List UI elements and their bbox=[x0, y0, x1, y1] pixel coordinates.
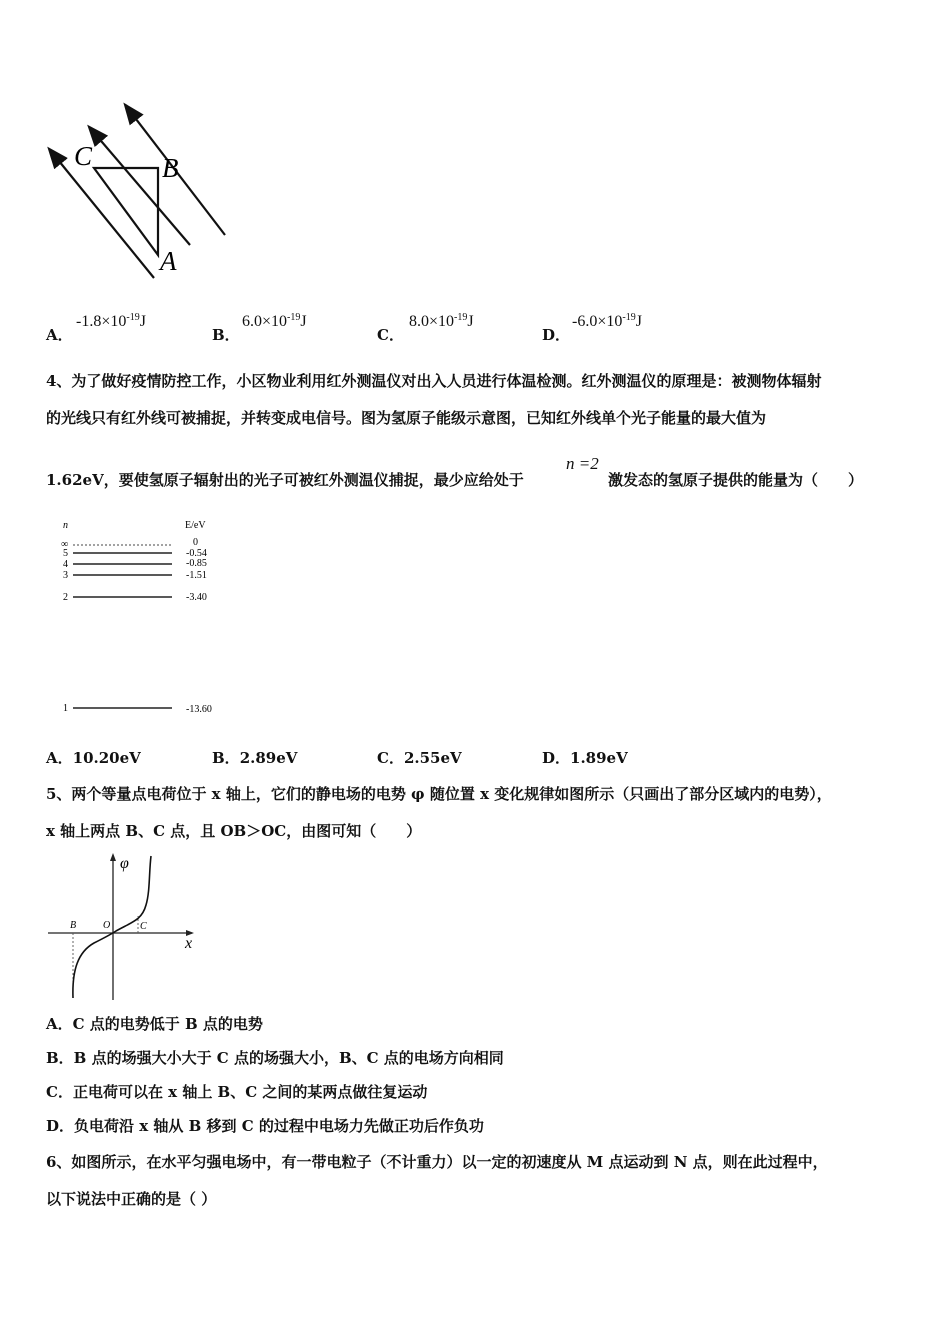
level-energy-label: 0 bbox=[193, 537, 198, 548]
q5-option-a: A．C 点的电势低于 B 点的电势 bbox=[46, 1015, 263, 1033]
q5-option-c: C．正电荷可以在 x 轴上 B、C 之间的某两点做往复运动 bbox=[46, 1083, 428, 1101]
q4-option-c: C．2.55eV bbox=[377, 749, 462, 767]
option-label: C． bbox=[377, 326, 404, 344]
level-energy-label: -3.40 bbox=[186, 592, 207, 603]
q4-option-a: A．10.20eV bbox=[46, 749, 141, 767]
level-energy-label: -13.60 bbox=[186, 704, 212, 715]
e-axis-header: E/eV bbox=[185, 520, 206, 531]
q6-line-2: 以下说法中正确的是（ ） bbox=[46, 1190, 217, 1208]
q5-line-1: 5、两个等量点电荷位于 x 轴上，它们的静电场的电势 φ 随位置 x 变化规律如图所示（只画出了部分区域内的电势）， bbox=[46, 785, 832, 803]
y-axis-label: φ bbox=[120, 855, 129, 872]
field-line-2 bbox=[90, 128, 190, 245]
q5-line-2: x 轴上两点 B、C 点，且 OB＞OC，由图可知（ ） bbox=[46, 822, 422, 840]
option-value: $6.0\times 10^{-19}J$ bbox=[242, 312, 307, 330]
field-line-1 bbox=[50, 150, 154, 278]
potential-graph bbox=[42, 850, 202, 1002]
option-label: A． bbox=[46, 326, 73, 344]
point-label-b: B bbox=[162, 153, 179, 183]
level-n-label: 3 bbox=[63, 570, 68, 581]
q4-line-2: 的光线只有红外线可被捕捉，并转变成电信号。图为氢原子能级示意图，已知红外线单个光子能量的最大值为 bbox=[46, 409, 767, 427]
level-n-label: ∞ bbox=[61, 539, 69, 550]
n-axis-header: n bbox=[63, 520, 68, 531]
level-n-label: 4 bbox=[63, 559, 68, 570]
q4-option-b: B．2.89eV bbox=[212, 749, 298, 767]
option-label: B． bbox=[212, 326, 240, 344]
option-label: D． bbox=[542, 326, 571, 344]
level-energy-label: -1.51 bbox=[186, 570, 207, 581]
q4-line-3-end: 激发态的氢原子提供的能量为（ ） bbox=[608, 471, 864, 489]
point-label-a: A bbox=[160, 246, 177, 276]
point-label-c: C bbox=[74, 141, 93, 171]
q3-options bbox=[46, 312, 746, 342]
level-n-label: 1 bbox=[63, 703, 68, 714]
y-axis-arrow bbox=[110, 853, 116, 861]
level-n-label: 5 bbox=[63, 548, 68, 559]
field-triangle-figure bbox=[40, 95, 240, 285]
option-value: $8.0\times 10^{-19}J$ bbox=[409, 312, 474, 330]
q4-line-1: 4、为了做好疫情防控工作，小区物业利用红外测温仪对出入人员进行体温检测。红外测温仪的原理是：被测物体辐射 bbox=[46, 372, 822, 390]
level-energy-label: -0.54 bbox=[186, 548, 207, 559]
x-axis-label: x bbox=[185, 935, 193, 952]
point-c-label: C bbox=[140, 921, 147, 932]
option-value: $-6.0\times 10^{-19}J$ bbox=[572, 312, 642, 330]
level-n-label: 2 bbox=[63, 592, 68, 603]
q6-line-1: 6、如图所示，在水平匀强电场中，有一带电粒子（不计重力）以一定的初速度从 M 点运动到 N 点，则在此过程中， bbox=[46, 1153, 828, 1171]
level-energy-label: -0.85 bbox=[186, 558, 207, 569]
energy-level-diagram bbox=[55, 515, 235, 720]
q4-line-3-start: 1.62eV，要使氢原子辐射出的光子可被红外测温仪捕捉，最少应给处于 bbox=[46, 471, 524, 489]
q5-option-b: B．B 点的场强大小大于 C 点的场强大小，B、C 点的电场方向相同 bbox=[46, 1049, 504, 1067]
q4-math-n2: n =2 bbox=[566, 454, 599, 473]
origin-label: O bbox=[103, 920, 111, 931]
point-b-label: B bbox=[70, 920, 77, 931]
option-value: $-1.8\times 10^{-19}J$ bbox=[76, 312, 146, 330]
q4-option-d: D．1.89eV bbox=[542, 749, 628, 767]
q5-option-d: D．负电荷沿 x 轴从 B 移到 C 的过程中电场力先做正功后作负功 bbox=[46, 1117, 484, 1135]
